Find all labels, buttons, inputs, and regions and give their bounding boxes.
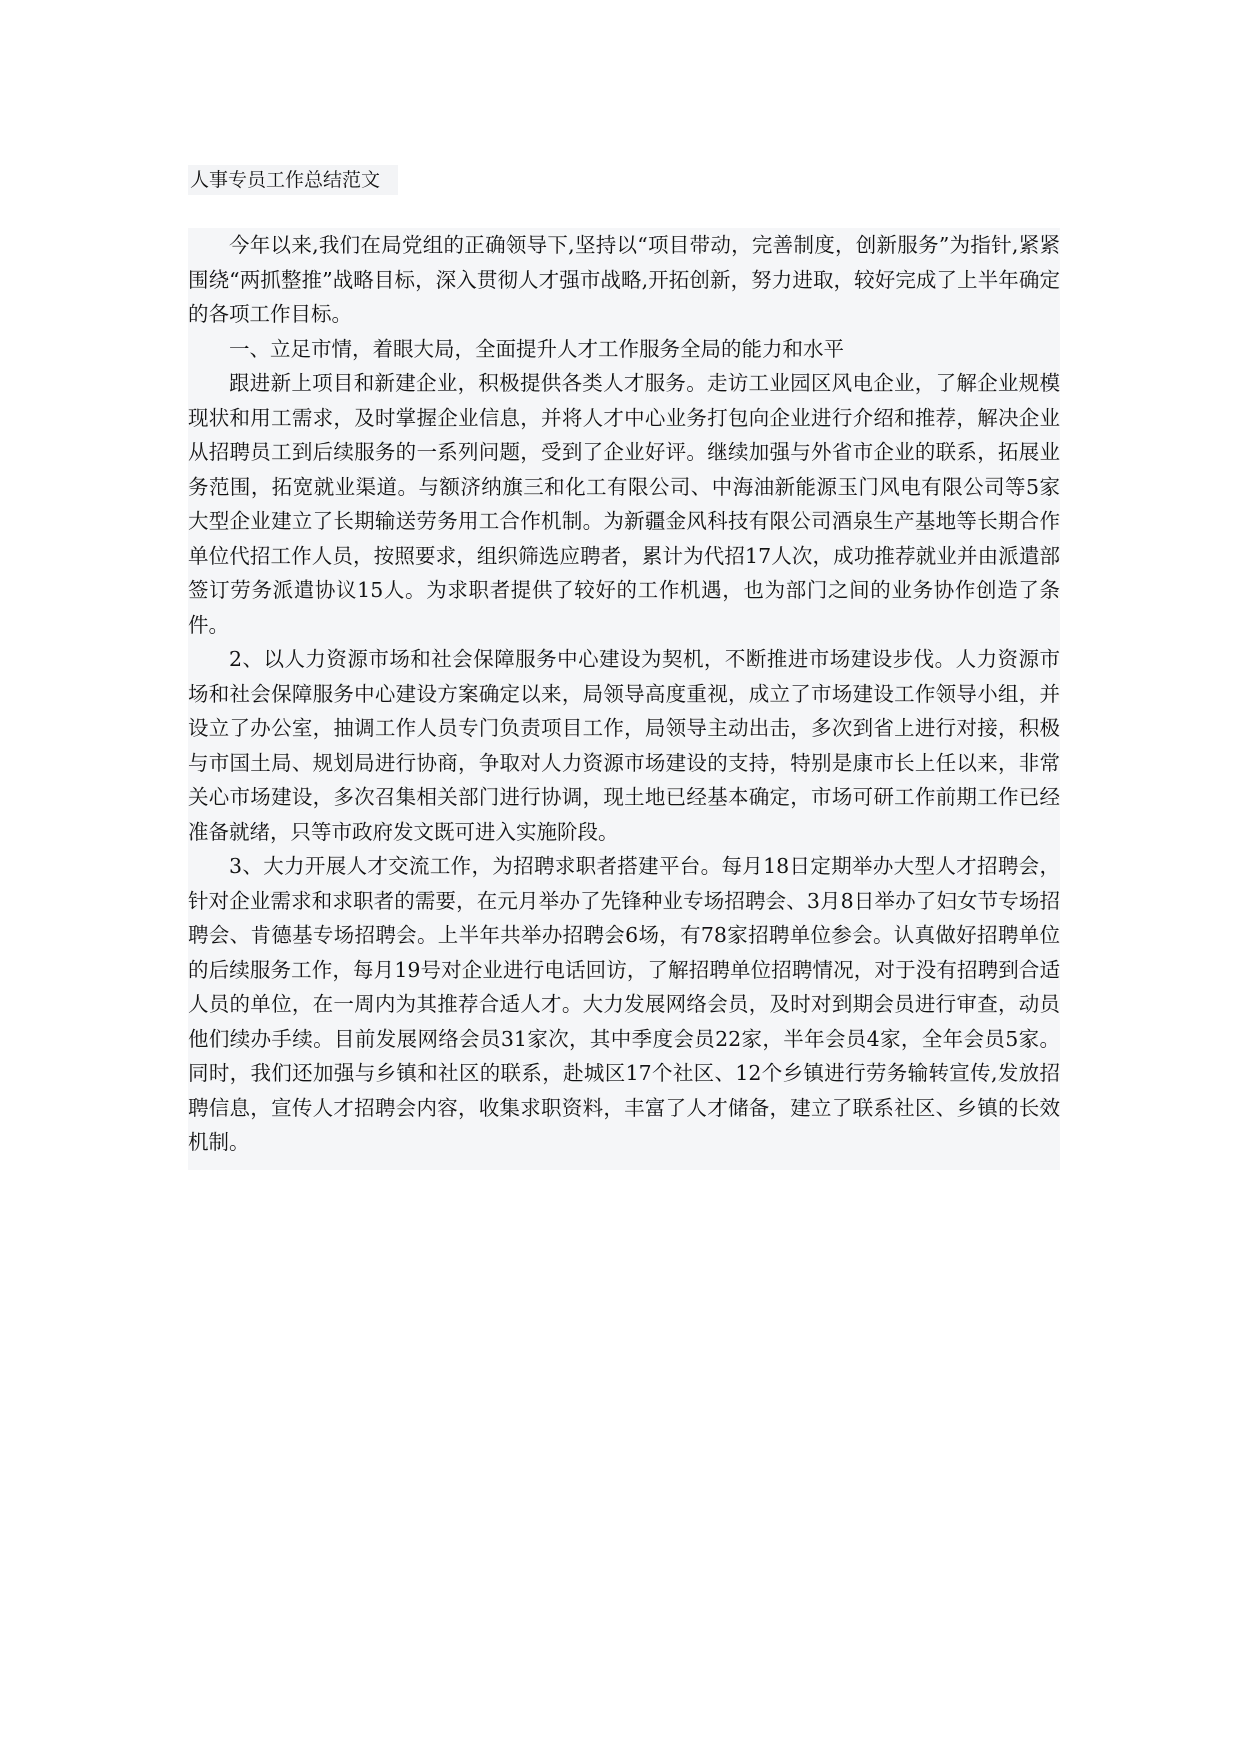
document-title: 人事专员工作总结范文 [188,165,398,195]
paragraph-market-construction: 2、以人力资源市场和社会保障服务中心建设为契机，不断推进市场建设步伐。人力资源市场和社会保障服务中心建设方案确定以来，局领导高度重视，成立了市场建设工作领导小组，并设立了办公室，抽调工作人员专门负责项目工作，局领导主动出击，多次到省上进行对接，积极与市国土局、规划局进行协商，争取对人力资源市场建设的支持，特别是康市长上任以来，非常关心市场建设，多次召集相关部门进行协调，现土地已经基本确定，市场可研工作前期工作已经准备就绪，只等市政府发文既可进入实施阶段。 [188,647,1060,844]
paragraph-intro: 今年以来,我们在局党组的正确领导下,坚持以“项目带动，完善制度，创新服务”为指针,紧紧围绕“两抓整推”战略目标，深入贯彻人才强市战略,开拓创新，努力进取，较好完成了上半年确定的各项工作目标。 [188,233,1060,326]
section-heading-1: 一、立足市情，着眼大局，全面提升人才工作服务全局的能力和水平 [229,336,844,361]
paragraph-talent-exchange: 3、大力开展人才交流工作，为招聘求职者搭建平台。每月18日定期举办大型人才招聘会，针对企业需求和求职者的需要，在元月举办了先锋种业专场招聘会、3月8日举办了妇女节专场招聘会、肯德基专场招聘会。上半年共举办招聘会6场，有78家招聘单位参会。认真做好招聘单位的后续服务工作，每月19号对企业进行电话回访，了解招聘单位招聘情况，对于没有招聘到合适人员的单位，在一周内为其推荐合适人才。大力发展网络会员，及时对到期会员进行审查，动员他们续办手续。目前发展网络会员31家次，其中季度会员22家，半年会员4家，全年会员5家。同时，我们还加强与乡镇和社区的联系，赴城区17个社区、12个乡镇进行劳务输转宣传,发放招聘信息，宣传人才招聘会内容，收集求职资料，丰富了人才储备，建立了联系社区、乡镇的长效机制。 [188,854,1060,1154]
paragraph-talent-services: 跟进新上项目和新建企业，积极提供各类人才服务。走访工业园区风电企业，了解企业规模现状和用工需求，及时掌握企业信息，并将人才中心业务打包向企业进行介绍和推荐，解决企业从招聘员工到后续服务的一系列问题，受到了企业好评。继续加强与外省市企业的联系，拓展业务范围，拓宽就业渠道。与额济纳旗三和化工有限公司、中海油新能源玉门风电有限公司等5家大型企业建立了长期输送劳务用工合作机制。为新疆金风科技有限公司酒泉生产基地等长期合作单位代招工作人员，按照要求，组织筛选应聘者，累计为代招17人次，成功推荐就业并由派遣部签订劳务派遣协议15人。为求职者提供了较好的工作机遇，也为部门之间的业务协作创造了条件。 [188,371,1060,637]
document-body [188,228,1060,1170]
